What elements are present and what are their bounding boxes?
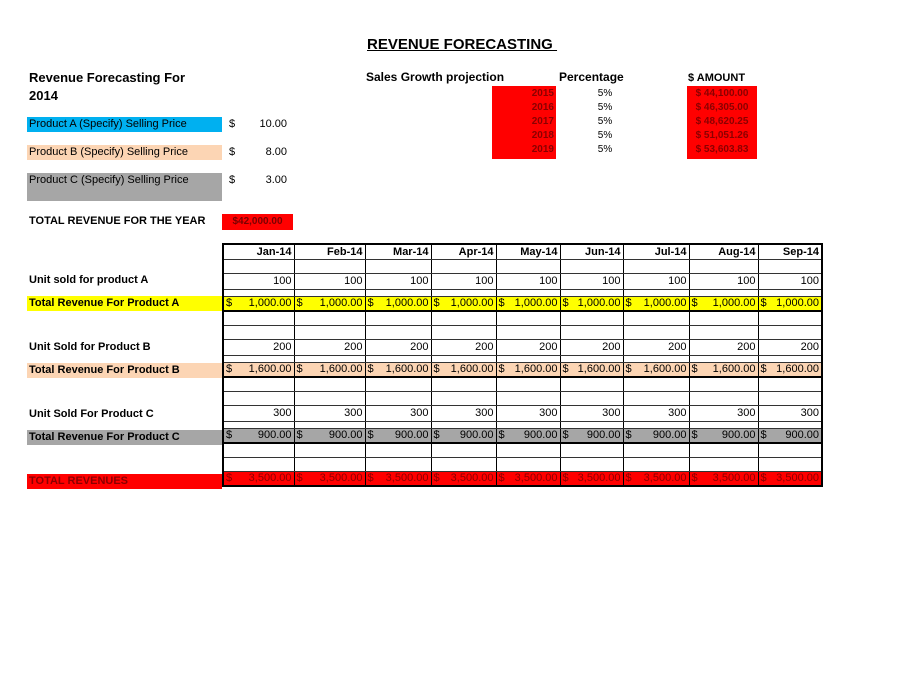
grid-cell[interactable] (431, 325, 496, 339)
units-cell[interactable]: 100 (623, 273, 689, 289)
revenue-cell[interactable] (689, 428, 758, 443)
currency-symbol: $ (498, 363, 505, 376)
revenue-cell[interactable] (689, 296, 758, 311)
month-header[interactable]: Mar-14 (365, 244, 431, 259)
revenue-cell[interactable] (294, 428, 365, 443)
currency-symbol: $ (367, 472, 374, 485)
grid-cell[interactable] (496, 457, 560, 471)
currency-symbol: $ (625, 429, 632, 442)
units-cell[interactable]: 100 (223, 273, 294, 289)
price-currency-b: $ (229, 146, 236, 158)
grid-cell[interactable] (365, 259, 431, 273)
amount-value: 1,000.00 (712, 297, 756, 310)
units-cell[interactable]: 100 (758, 273, 822, 289)
total-cell[interactable] (560, 471, 623, 486)
total-year-value[interactable]: $42,000.00 (222, 214, 293, 230)
grid-cell[interactable] (758, 421, 822, 428)
revenue-cell[interactable] (496, 296, 560, 311)
growth-year[interactable]: 2016 (531, 102, 554, 113)
grid-cell[interactable] (496, 325, 560, 339)
blank-row (223, 311, 822, 325)
grid-cell[interactable] (496, 355, 560, 362)
grid-cell[interactable] (689, 289, 758, 296)
amount-value: 1,000.00 (385, 297, 429, 310)
currency-symbol: $ (367, 297, 374, 310)
grid-cell[interactable] (560, 325, 623, 339)
grid-cell[interactable] (689, 377, 758, 391)
units-row-a (223, 273, 822, 289)
amount-value: 900.00 (785, 429, 819, 442)
grid-cell[interactable] (223, 259, 294, 273)
amount-value: 1,600.00 (776, 363, 819, 376)
grid-cell[interactable] (560, 377, 623, 391)
amount-value: 3,500.00 (248, 472, 292, 485)
revenue-cell[interactable] (365, 362, 431, 377)
growth-pct[interactable]: 5% (597, 144, 613, 155)
grid-cell[interactable] (431, 457, 496, 471)
grid-cell[interactable] (623, 355, 689, 362)
grid-cell[interactable] (431, 311, 496, 325)
grid-cell[interactable] (758, 377, 822, 391)
amount-value: 1,000.00 (514, 297, 558, 310)
grid-cell[interactable] (294, 259, 365, 273)
currency-symbol: $ (433, 363, 440, 376)
grid-cell[interactable] (223, 443, 294, 457)
currency-symbol: $ (226, 429, 233, 442)
units-cell[interactable]: 300 (496, 405, 560, 421)
currency-symbol: $ (433, 297, 440, 310)
price-value-a[interactable]: 10.00 (259, 118, 287, 130)
grid-cell[interactable] (623, 391, 689, 405)
grid-cell[interactable] (496, 421, 560, 428)
grid-cell[interactable] (758, 289, 822, 296)
units-cell[interactable]: 300 (294, 405, 365, 421)
grid-cell[interactable] (758, 457, 822, 471)
month-header[interactable]: Jun-14 (560, 244, 623, 259)
amount-value: 1,000.00 (776, 297, 819, 310)
grid-cell[interactable] (758, 325, 822, 339)
revenue-cell[interactable] (623, 428, 689, 443)
amount-value: 900.00 (394, 429, 429, 442)
revenue-cell[interactable] (294, 296, 365, 311)
units-row-b (223, 339, 822, 355)
total-year-label: TOTAL REVENUE FOR THE YEAR (29, 215, 206, 227)
growth-year[interactable]: 2018 (531, 130, 554, 141)
amount-value: 1,600.00 (450, 363, 494, 376)
revenue-cell[interactable] (431, 362, 496, 377)
amount-value: 900.00 (721, 429, 756, 442)
units-cell[interactable]: 200 (560, 339, 623, 355)
revenue-cell[interactable] (223, 296, 294, 311)
total-cell[interactable] (496, 471, 560, 486)
price-label-b: Product B (Specify) Selling Price (27, 145, 222, 160)
row-label-units-b: Unit Sold for Product B (29, 341, 151, 353)
revenue-cell[interactable] (623, 296, 689, 311)
currency-symbol: $ (296, 297, 303, 310)
revenue-row-c (223, 428, 822, 443)
currency-symbol: $ (760, 363, 767, 376)
amount-value: 1,600.00 (712, 363, 756, 376)
currency-symbol: $ (691, 297, 698, 310)
price-label-c: Product C (Specify) Selling Price (27, 173, 222, 201)
amount-value: 1,600.00 (577, 363, 621, 376)
grid-cell[interactable] (560, 259, 623, 273)
grid-cell[interactable] (223, 457, 294, 471)
currency-symbol: $ (625, 297, 632, 310)
blank-row (223, 259, 822, 273)
growth-amount[interactable]: $ 44,100.00 (695, 88, 749, 99)
grid-cell[interactable] (560, 421, 623, 428)
currency-symbol: $ (498, 297, 505, 310)
month-header[interactable]: Feb-14 (294, 244, 365, 259)
grid-cell[interactable] (294, 391, 365, 405)
growth-pct[interactable]: 5% (597, 116, 613, 127)
grid-cell[interactable] (294, 443, 365, 457)
amount-value: 1,000.00 (643, 297, 687, 310)
revenue-cell[interactable] (560, 428, 623, 443)
grid-cell[interactable] (223, 391, 294, 405)
units-cell[interactable]: 200 (758, 339, 822, 355)
total-cell[interactable] (294, 471, 365, 486)
amount-value: 1,000.00 (577, 297, 621, 310)
grid-cell[interactable] (758, 443, 822, 457)
amount-value: 900.00 (328, 429, 363, 442)
units-row-c (223, 405, 822, 421)
revenue-cell[interactable] (431, 296, 496, 311)
units-cell[interactable]: 100 (294, 273, 365, 289)
grid-cell[interactable] (758, 391, 822, 405)
grid-cell[interactable] (689, 443, 758, 457)
amount-header: $ AMOUNT (688, 72, 746, 84)
revenue-cell[interactable] (223, 428, 294, 443)
units-cell[interactable]: 200 (689, 339, 758, 355)
gap-row (223, 289, 822, 296)
currency-symbol: $ (760, 472, 767, 485)
row-label-total: TOTAL REVENUES (27, 474, 222, 489)
currency-symbol: $ (498, 472, 505, 485)
growth-pct[interactable]: 5% (597, 102, 613, 113)
currency-symbol: $ (691, 472, 698, 485)
amount-value: 3,500.00 (643, 472, 687, 485)
amount-value: 1,000.00 (319, 297, 363, 310)
revenue-cell[interactable] (758, 296, 822, 311)
units-cell[interactable]: 200 (431, 339, 496, 355)
amount-value: 3,500.00 (319, 472, 363, 485)
currency-symbol: $ (760, 429, 767, 442)
price-currency-c: $ (229, 174, 236, 186)
units-cell[interactable]: 200 (365, 339, 431, 355)
growth-pct[interactable]: 5% (597, 130, 613, 141)
grid-cell[interactable] (496, 259, 560, 273)
grid-cell[interactable] (431, 391, 496, 405)
grid-cell[interactable] (223, 325, 294, 339)
currency-symbol: $ (296, 472, 303, 485)
amount-value: 900.00 (257, 429, 292, 442)
total-revenue-row (223, 471, 822, 486)
amount-value: 1,600.00 (248, 363, 292, 376)
currency-symbol: $ (562, 472, 569, 485)
currency-symbol: $ (498, 429, 505, 442)
revenue-row-a (223, 296, 822, 311)
amount-value: 3,500.00 (385, 472, 429, 485)
gap-row (223, 421, 822, 428)
growth-amount[interactable]: $ 53,603.83 (695, 144, 749, 155)
grid-cell[interactable] (294, 377, 365, 391)
currency-symbol: $ (625, 363, 632, 376)
grid-cell[interactable] (496, 289, 560, 296)
grid-cell[interactable] (294, 311, 365, 325)
units-cell[interactable]: 200 (623, 339, 689, 355)
price-value-c[interactable]: 3.00 (265, 174, 287, 186)
currency-symbol: $ (691, 429, 698, 442)
amount-value: 900.00 (523, 429, 558, 442)
grid-cell[interactable] (431, 355, 496, 362)
amount-value: 3,500.00 (776, 472, 819, 485)
revenue-cell[interactable] (560, 362, 623, 377)
revenue-cell[interactable] (496, 428, 560, 443)
growth-year[interactable]: 2017 (531, 116, 554, 127)
revenue-cell[interactable] (365, 296, 431, 311)
growth-pct[interactable]: 5% (597, 88, 613, 99)
revenue-cell[interactable] (689, 362, 758, 377)
row-label-units-a: Unit sold for product A (29, 274, 149, 286)
month-header[interactable]: Jul-14 (623, 244, 689, 259)
grid-cell[interactable] (431, 421, 496, 428)
month-header[interactable]: Aug-14 (689, 244, 758, 259)
amount-value: 900.00 (459, 429, 494, 442)
grid-cell[interactable] (496, 377, 560, 391)
row-label-rev-c: Total Revenue For Product C (27, 430, 222, 445)
grid-cell[interactable] (689, 311, 758, 325)
grid-cell[interactable] (689, 391, 758, 405)
month-header[interactable]: Sep-14 (758, 244, 822, 259)
grid-cell[interactable] (758, 311, 822, 325)
currency-symbol: $ (562, 429, 569, 442)
price-label-a: Product A (Specify) Selling Price (27, 117, 222, 132)
grid-cell[interactable] (689, 325, 758, 339)
grid-cell[interactable] (758, 259, 822, 273)
header-row (223, 244, 822, 259)
amount-value: 1,000.00 (248, 297, 292, 310)
grid-cell[interactable] (223, 377, 294, 391)
grid-cell[interactable] (294, 289, 365, 296)
grid-cell[interactable] (365, 355, 431, 362)
grid-cell[interactable] (223, 311, 294, 325)
grid-cell[interactable] (294, 457, 365, 471)
grid-cell[interactable] (223, 289, 294, 296)
page-title: REVENUE FORECASTING (367, 36, 558, 53)
grid-cell[interactable] (294, 421, 365, 428)
grid-cell[interactable] (365, 289, 431, 296)
grid-cell[interactable] (365, 311, 431, 325)
grid-cell[interactable] (496, 443, 560, 457)
price-currency-a: $ (229, 118, 236, 130)
grid-cell[interactable] (365, 421, 431, 428)
revenue-row-b (223, 362, 822, 377)
grid-cell[interactable] (689, 457, 758, 471)
currency-symbol: $ (296, 363, 303, 376)
grid-cell[interactable] (689, 259, 758, 273)
units-cell[interactable]: 100 (431, 273, 496, 289)
grid-cell[interactable] (365, 391, 431, 405)
grid-cell[interactable] (758, 355, 822, 362)
revenue-cell[interactable] (223, 362, 294, 377)
units-cell[interactable]: 100 (496, 273, 560, 289)
grid-cell[interactable] (623, 457, 689, 471)
growth-year[interactable]: 2015 (531, 88, 554, 99)
forecast-subtitle: Revenue Forecasting For 2014 (29, 70, 186, 103)
amount-value: 3,500.00 (514, 472, 558, 485)
grid-cell[interactable] (560, 289, 623, 296)
grid-cell[interactable] (431, 289, 496, 296)
grid-cell[interactable] (623, 289, 689, 296)
grid-cell[interactable] (496, 391, 560, 405)
grid-cell[interactable] (431, 259, 496, 273)
row-label-rev-a: Total Revenue For Product A (27, 296, 222, 311)
amount-value: 900.00 (652, 429, 687, 442)
currency-symbol: $ (226, 472, 233, 485)
units-cell[interactable]: 200 (496, 339, 560, 355)
blank-row (223, 443, 822, 457)
growth-amount[interactable]: $ 48,620.25 (695, 116, 749, 127)
total-cell[interactable] (623, 471, 689, 486)
row-label-rev-b: Total Revenue For Product B (27, 363, 222, 378)
grid-cell[interactable] (623, 421, 689, 428)
price-value-b[interactable]: 8.00 (265, 146, 287, 158)
blank-row (223, 457, 822, 471)
grid-cell[interactable] (365, 377, 431, 391)
currency-symbol: $ (562, 363, 569, 376)
currency-symbol: $ (433, 472, 440, 485)
grid-cell[interactable] (623, 377, 689, 391)
row-label-units-c: Unit Sold For Product C (29, 408, 154, 420)
gap-row (223, 355, 822, 362)
grid-cell[interactable] (623, 325, 689, 339)
amount-value: 1,000.00 (450, 297, 494, 310)
amount-value: 1,600.00 (514, 363, 558, 376)
units-cell[interactable]: 200 (294, 339, 365, 355)
currency-symbol: $ (562, 297, 569, 310)
grid-cell[interactable] (560, 355, 623, 362)
amount-value: 1,600.00 (385, 363, 429, 376)
blank-row (223, 325, 822, 339)
revenue-cell[interactable] (758, 362, 822, 377)
grid-cell[interactable] (623, 311, 689, 325)
grid-cell[interactable] (365, 443, 431, 457)
grid-cell[interactable] (294, 325, 365, 339)
growth-amount[interactable]: $ 46,305.00 (695, 102, 749, 113)
units-cell[interactable]: 100 (560, 273, 623, 289)
units-cell[interactable]: 300 (623, 405, 689, 421)
total-cell[interactable] (223, 471, 294, 486)
blank-row (223, 377, 822, 391)
revenue-cell[interactable] (365, 428, 431, 443)
units-cell[interactable]: 300 (689, 405, 758, 421)
monthly-revenue-grid (222, 243, 823, 487)
sales-growth-header: Sales Growth projection (366, 70, 505, 84)
total-cell[interactable] (431, 471, 496, 486)
grid-cell[interactable] (623, 443, 689, 457)
currency-symbol: $ (691, 363, 698, 376)
units-cell[interactable]: 300 (560, 405, 623, 421)
month-header[interactable]: Apr-14 (431, 244, 496, 259)
grid-cell[interactable] (689, 421, 758, 428)
grid-cell[interactable] (496, 311, 560, 325)
currency-symbol: $ (625, 472, 632, 485)
grid-cell[interactable] (431, 443, 496, 457)
grid-cell[interactable] (365, 325, 431, 339)
growth-amount[interactable]: $ 51,051.26 (695, 130, 749, 141)
blank-row (223, 391, 822, 405)
revenue-cell[interactable] (758, 428, 822, 443)
grid-cell[interactable] (223, 421, 294, 428)
grid-cell[interactable] (365, 457, 431, 471)
amount-value: 900.00 (586, 429, 621, 442)
grid-cell[interactable] (294, 355, 365, 362)
percentage-header: Percentage (559, 70, 624, 84)
units-cell[interactable]: 100 (689, 273, 758, 289)
units-cell[interactable]: 300 (431, 405, 496, 421)
amount-value: 3,500.00 (577, 472, 621, 485)
units-cell[interactable]: 100 (365, 273, 431, 289)
units-cell[interactable]: 300 (365, 405, 431, 421)
currency-symbol: $ (296, 429, 303, 442)
total-cell[interactable] (365, 471, 431, 486)
grid-cell[interactable] (689, 355, 758, 362)
amount-value: 1,600.00 (643, 363, 687, 376)
grid-cell[interactable] (560, 457, 623, 471)
currency-symbol: $ (226, 363, 233, 376)
currency-symbol: $ (760, 297, 767, 310)
amount-value: 1,600.00 (319, 363, 363, 376)
total-cell[interactable] (689, 471, 758, 486)
currency-symbol: $ (433, 429, 440, 442)
revenue-cell[interactable] (431, 428, 496, 443)
amount-value: 3,500.00 (450, 472, 494, 485)
month-header[interactable]: May-14 (496, 244, 560, 259)
units-cell[interactable]: 300 (758, 405, 822, 421)
revenue-cell[interactable] (623, 362, 689, 377)
grid-cell[interactable] (560, 391, 623, 405)
revenue-cell[interactable] (294, 362, 365, 377)
currency-symbol: $ (367, 363, 374, 376)
growth-year[interactable]: 2019 (531, 144, 554, 155)
grid-cell[interactable] (223, 355, 294, 362)
amount-value: 3,500.00 (712, 472, 756, 485)
units-cell[interactable]: 300 (223, 405, 294, 421)
revenue-cell[interactable] (496, 362, 560, 377)
total-cell[interactable] (758, 471, 822, 486)
revenue-cell[interactable] (560, 296, 623, 311)
currency-symbol: $ (226, 297, 233, 310)
grid-cell[interactable] (560, 311, 623, 325)
month-header[interactable]: Jan-14 (223, 244, 294, 259)
grid-cell[interactable] (431, 377, 496, 391)
grid-cell[interactable] (560, 443, 623, 457)
grid-cell[interactable] (623, 259, 689, 273)
currency-symbol: $ (367, 429, 374, 442)
units-cell[interactable]: 200 (223, 339, 294, 355)
